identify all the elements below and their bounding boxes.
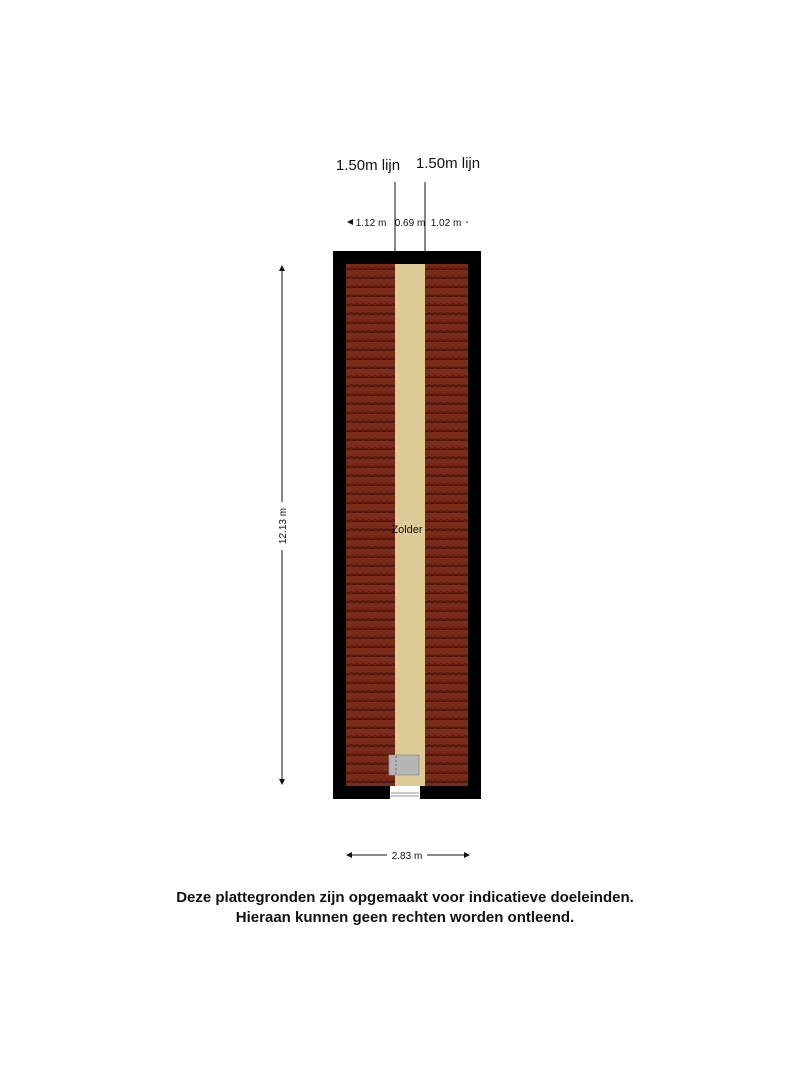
- height-line-label-right: 1.50m lijn: [415, 155, 481, 172]
- disclaimer: [0, 888, 810, 928]
- width-dimension-label: 2.83 m: [391, 851, 423, 862]
- disclaimer-line-2: Hieraan kunnen geen rechten worden ontleend.: [235, 909, 575, 926]
- roof-hatch: [389, 755, 419, 775]
- disclaimer-line-1: Deze plattegronden zijn opgemaakt voor indicatieve doeleinden.: [176, 889, 634, 906]
- room-label: Zolder: [391, 524, 423, 536]
- roof-slope-left: [346, 264, 395, 786]
- dimension-right-segment: 1.02 m: [430, 218, 462, 229]
- height-line-label-left: 1.50m lijn: [335, 157, 401, 174]
- dimension-middle-segment: 0.69 m: [394, 218, 426, 229]
- roof-slope-right: [425, 264, 468, 786]
- dimension-left-segment: 1.12 m: [355, 218, 387, 229]
- length-dimension-label: 12.13 m: [278, 507, 289, 545]
